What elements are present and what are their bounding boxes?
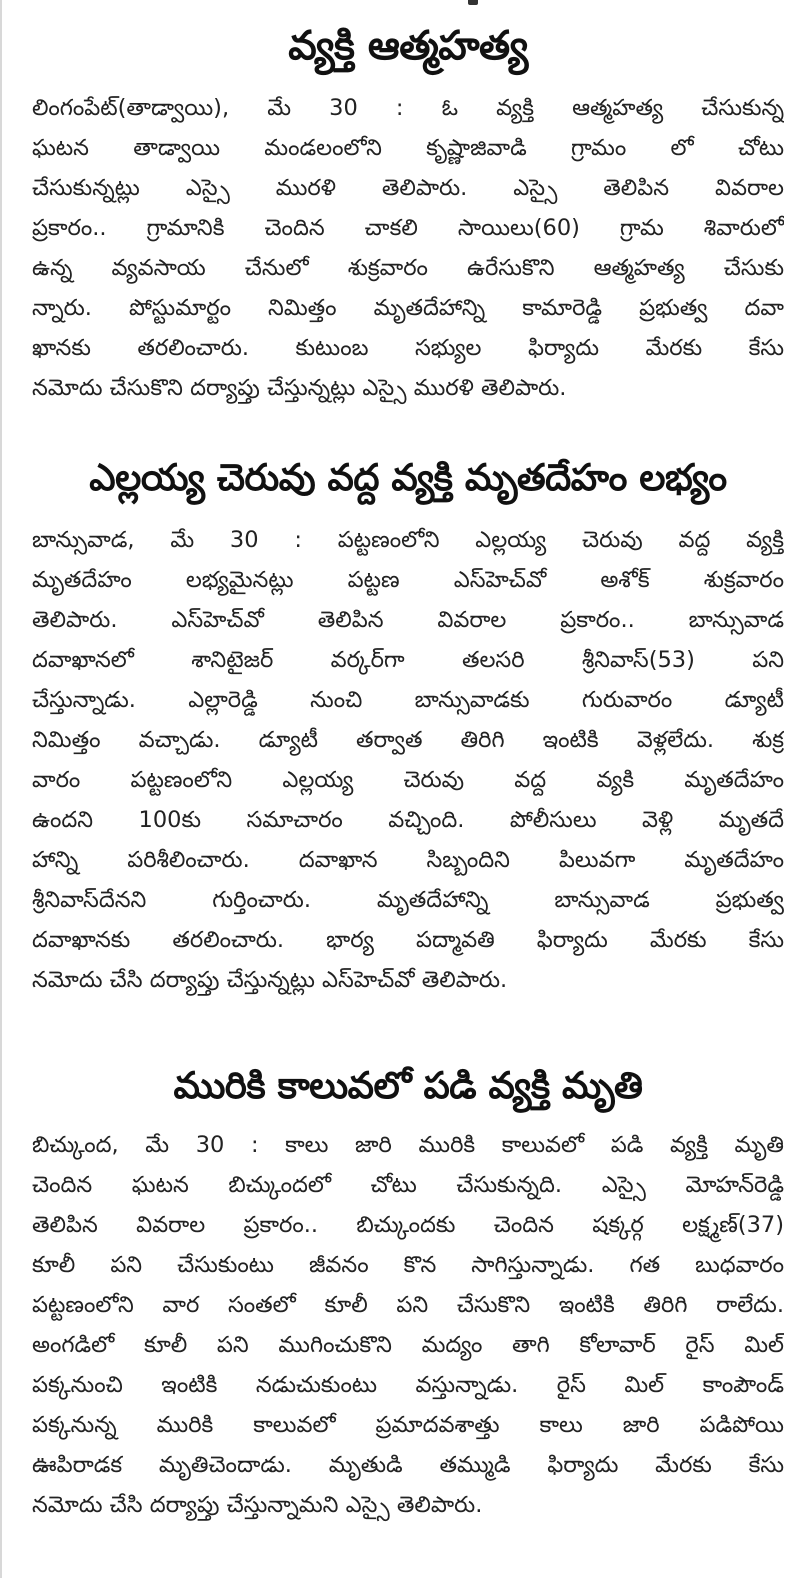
article-3-line: ఊపిరాడక మృతిచెందాడు. మృతుడి తమ్ముడి ఫిర్యాదు మేరకు కేసు <box>32 1452 784 1478</box>
article-1-line: నమోదు చేసుకొని దర్యాప్తు చేస్తున్నట్లు ఎస్సై మురళి తెలిపారు. <box>32 375 567 401</box>
article-3-line: అంగడిలో కూలీ పని ముగించుకొని మద్యం తాగి కోలావార్ రైస్ మిల్ <box>32 1332 784 1358</box>
article-3-line: పక్కనుంచి ఇంటికి నడుచుకుంటు వస్తున్నాడు. రైస్ మిల్ కాంపౌండ్ <box>32 1372 784 1398</box>
article-1-line: న్నారు. పోస్టుమార్టం నిమిత్తం మృతదేహాన్ని కామారెడ్డి ప్రభుత్వ దవా <box>32 295 784 321</box>
top-edge-mark <box>468 0 478 5</box>
article-3-line: పక్కనున్న మురికి కాలువలో ప్రమాదవశాత్తు కాలు జారి పడిపోయి <box>32 1412 784 1438</box>
article-3-line: నమోదు చేసి దర్యాప్తు చేస్తున్నామని ఎస్సై తెలిపారు. <box>32 1492 483 1518</box>
article-2-line: బాన్సువాడ, మే 30 : పట్టణంలోని ఎల్లయ్య చెరువు వద్ద వ్యక్తి <box>32 527 784 553</box>
headline-1: వ్యక్తి ఆత్మహత్య <box>288 23 528 69</box>
article-2-line: నమోదు చేసి దర్యాప్తు చేస్తున్నట్లు ఎస్‌హెచ్‌వో తెలిపారు. <box>32 967 508 993</box>
article-2-line: దవాఖానలో శానిటైజర్ వర్కర్‌గా తలసరి శ్రీనివాస్(53) పని <box>32 647 784 673</box>
article-2-line: శ్రీనివాస్‌దేనని గుర్తించారు. మృతదేహాన్ని బాన్సువాడ ప్రభుత్వ <box>32 887 784 913</box>
article-2-line: నిమిత్తం వచ్చాడు. డ్యూటీ తర్వాత తిరిగి ఇంటికి వెళ్లలేదు. శుక్ర <box>32 727 784 753</box>
article-3-line: కూలీ పని చేసుకుంటు జీవనం కొన సాగిస్తున్నాడు. గత బుధవారం <box>32 1252 784 1278</box>
article-2-line: దవాఖానకు తరలించారు. భార్య పద్మావతి ఫిర్యాదు మేరకు కేసు <box>32 927 784 953</box>
article-2-line: మృతదేహం లభ్యమైనట్లు పట్టణ ఎస్‌హెచ్‌వో అశోక్ శుక్రవారం <box>32 567 784 593</box>
article-2-line: వారం పట్టణంలోని ఎల్లయ్య చెరువు వద్ద వ్యకి మృతదేహం <box>32 767 784 793</box>
article-3-line: పట్టణంలోని వార సంతలో కూలీ పని చేసుకొని ఇంటికి తిరిగి రాలేదు. <box>32 1292 784 1318</box>
headline-3: మురికి కాలువలో పడి వ్యక్తి మృతి <box>173 1064 643 1107</box>
article-2-body <box>32 520 784 1000</box>
article-1-line: ఖానకు తరలించారు. కుటుంబ సభ్యుల ఫిర్యాదు మేరకు కేసు <box>32 335 784 361</box>
article-1-line: ప్రకారం.. గ్రామానికి చెందిన చాకలి సాయిలు(60) గ్రామ శివారులో <box>32 215 784 241</box>
article-2-line: చేస్తున్నాడు. ఎల్లారెడ్డి నుంచి బాన్సువాడకు గురువారం డ్యూటీ <box>32 687 784 713</box>
article-3-line: బిచ్కుంద, మే 30 : కాలు జారి మురికి కాలువలో పడి వ్యక్తి మృతి <box>32 1132 784 1158</box>
article-3-body <box>32 1125 784 1525</box>
article-2-line: ఉందని 100కు సమాచారం వచ్చింది. పోలీసులు వెళ్లి మృతదే <box>32 807 784 833</box>
article-2-line: తెలిపారు. ఎస్‌హెచ్‌వో తెలిపిన వివరాల ప్రకారం.. బాన్సువాడ <box>32 607 784 633</box>
article-1-line: చేసుకున్నట్లు ఎస్సై మురళి తెలిపారు. ఎస్సై తెలిపిన వివరాల <box>32 175 784 201</box>
article-3-line: చెందిన ఘటన బిచ్కుందలో చోటు చేసుకున్నది. ఎస్సై మోహన్‌రెడ్డి <box>32 1172 784 1198</box>
article-1-line: లింగంపేట్(తాడ్వాయి), మే 30 : ఓ వ్యక్తి ఆత్మహత్య చేసుకున్న <box>32 95 784 121</box>
article-1-line: ఉన్న వ్యవసాయ చేనులో శుక్రవారం ఉరేసుకొని ఆత్మహత్య చేసుకు <box>32 255 784 281</box>
article-1-body <box>32 88 784 408</box>
article-1-line: ఘటన తాడ్వాయి మండలంలోని కృష్ణాజివాడి గ్రామం లో చోటు <box>32 135 784 161</box>
article-2-line: హాన్ని పరిశీలించారు. దవాఖాన సిబ్బందిని పిలువగా మృతదేహం <box>32 847 784 873</box>
article-3-line: తెలిపిన వివరాల ప్రకారం.. బిచ్కుందకు చెందిన షక్కర్గ లక్ష్మణ్(37) <box>32 1212 784 1238</box>
headline-2: ఎల్లయ్య చెరువు వద్ద వ్యక్తి మృతదేహం లభ్యం <box>89 456 727 499</box>
